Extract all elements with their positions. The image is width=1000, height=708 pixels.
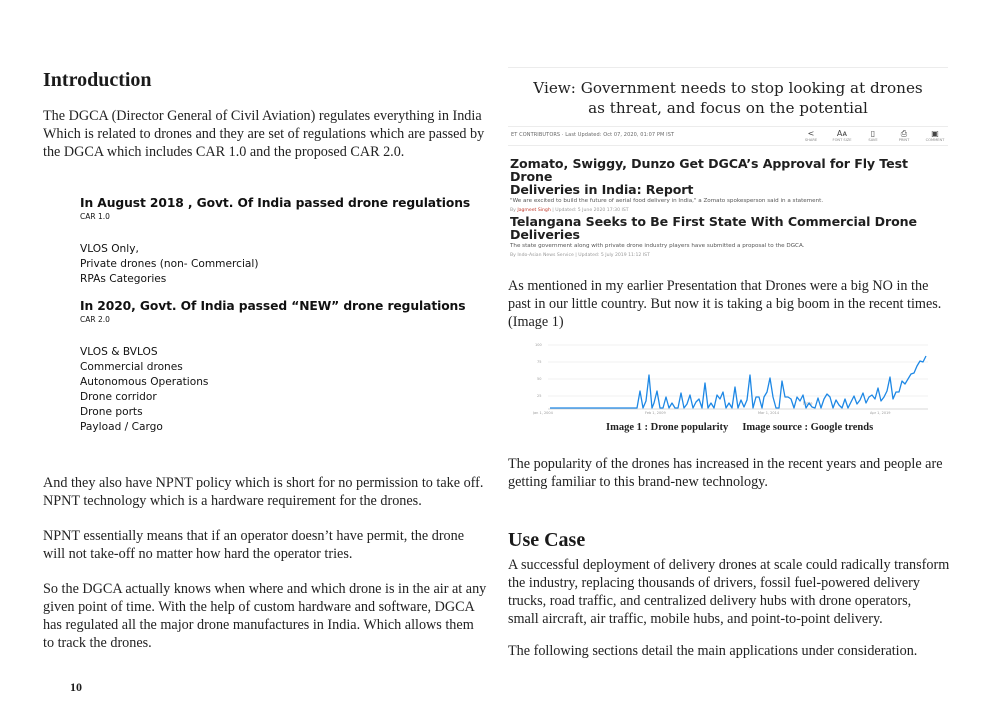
text-line: NPNT technology which is a hardware requirement for the drones. (43, 493, 422, 509)
tool-label: FONT SIZE (832, 138, 852, 142)
article-meta-bar (508, 126, 948, 146)
news-byline (510, 208, 950, 213)
news-title (510, 157, 950, 196)
text-line: So the DGCA actually knows when where and which drone is in the air at any (43, 581, 487, 597)
x-tick: Feb 1, 2009 (645, 411, 666, 415)
trend-line-svg (533, 337, 933, 415)
byline-prefix: By (510, 208, 518, 213)
following-paragraph: The following sections detail the main applications under consideration. (508, 643, 918, 659)
text-line: A successful deployment of delivery drones at scale could radically transform (508, 557, 950, 573)
regulation-item: Autonomous Operations (80, 376, 209, 388)
gridlines (548, 345, 928, 409)
print-icon: ⎙ (900, 129, 908, 138)
text-line: NPNT essentially means that if an operator doesn’t have permit, the drone (43, 528, 465, 544)
byline-date: | Updated: 5 June 2020 17:30 IST (550, 208, 629, 213)
text-line: Which is related to drones and they are set of regulations which are passed by (43, 126, 485, 142)
regulation-item: Payload / Cargo (80, 421, 163, 433)
tool-label: COMMENT (925, 138, 945, 142)
google-trends-chart (533, 337, 933, 415)
y-tick: 50 (537, 377, 542, 381)
news-subtitle: The state government along with private drone industry players have submitted a proposal to the DGCA. (510, 243, 805, 249)
regulation-list (80, 345, 465, 435)
share-button[interactable] (800, 129, 822, 142)
byline-author[interactable]: Jagmeet Singh (517, 208, 551, 213)
npnt-meaning-paragraph (43, 527, 464, 563)
article-tools (800, 129, 946, 142)
npnt-paragraph (43, 474, 483, 510)
news-title: Telangana Seeks to Be First State With Commercial Drone Deliveries (510, 214, 917, 242)
share-icon: < (807, 129, 815, 138)
popularity-paragraph (508, 277, 941, 331)
text-line: And they also have NPNT policy which is short for no permission to take off. (43, 475, 484, 491)
regulation-list (80, 242, 470, 287)
regulation-subtitle: CAR 2.0 (80, 315, 110, 324)
y-tick: 75 (537, 360, 542, 364)
save-button[interactable] (862, 129, 884, 142)
text-line: (Image 1) (508, 314, 564, 330)
regulation-item: Drone corridor (80, 391, 157, 403)
regulation-item: Private drones (non- Commercial) (80, 258, 259, 270)
text-line: has regulated all the major drone manufactures in India. Which allows them (43, 617, 474, 633)
article-screenshot (508, 67, 948, 142)
caption-source: Image source : Google trends (742, 422, 874, 433)
x-tick: Apr 1, 2019 (870, 411, 891, 415)
right-page (508, 0, 950, 708)
tracking-paragraph (43, 580, 486, 652)
use-case-heading: Use Case (508, 529, 586, 551)
text-line: As mentioned in my earlier Presentation that Drones were a big NO in the (508, 278, 929, 294)
image-caption (606, 422, 873, 433)
title-line: Zomato, Swiggy, Dunzo Get DGCA’s Approval for Fly Test Drone (510, 156, 908, 184)
text-line: given point of time. With the help of custom hardware and software, DGCA (43, 599, 475, 615)
text-line: to track the drones. (43, 635, 152, 651)
x-tick: Mar 1, 2014 (758, 411, 780, 415)
article-meta-text: ET CONTRIBUTORS · Last Updated: Oct 07, 2020, 01:07 PM IST (511, 132, 675, 138)
regulation-item: VLOS & BVLOS (80, 346, 158, 358)
y-tick: 100 (535, 343, 542, 347)
regulation-car1 (80, 196, 470, 287)
regulation-title: In 2020, Govt. Of India passed “NEW” drone regulations (80, 299, 466, 313)
increase-paragraph (508, 455, 943, 491)
tool-label: SHARE (804, 138, 818, 142)
left-page (43, 0, 493, 708)
regulation-item: Commercial drones (80, 361, 183, 373)
trend-line (550, 356, 926, 408)
save-icon: ▯ (870, 129, 876, 138)
tool-label: PRINT (898, 138, 910, 142)
intro-paragraph (43, 107, 484, 161)
text-line: past in our little country. But now it is taking a big boom in the recent times. (508, 296, 942, 312)
regulation-title: In August 2018 , Govt. Of India passed drone regulations (80, 196, 471, 210)
print-button[interactable] (893, 129, 915, 142)
use-case-paragraph (508, 556, 949, 628)
news-item-zomato (510, 157, 950, 213)
regulation-car2 (80, 299, 465, 435)
introduction-heading: Introduction (43, 69, 152, 91)
news-byline: By Indo-Asian News Service | Updated: 5 July 2019 11:12 IST (510, 253, 650, 258)
chart-note: Note (803, 401, 813, 406)
text-line: the DGCA which includes CAR 1.0 and the proposed CAR 2.0. (43, 144, 405, 160)
tool-label: SAVE (868, 138, 878, 142)
text-line: small aircraft, air traffic, mobile hubs, and point-to-point delivery. (508, 611, 883, 627)
text-line: the industry, replacing thousands of drivers, fossil fuel-powered delivery (508, 575, 920, 591)
regulation-item: Drone ports (80, 406, 143, 418)
x-tick: Jan 1, 2004 (533, 411, 553, 415)
regulation-subtitle: CAR 1.0 (80, 212, 110, 221)
article-headline (508, 78, 948, 118)
font-size-button[interactable] (831, 129, 853, 142)
text-line: will not take-off no matter how hard the operator tries. (43, 546, 353, 562)
text-line: trucks, road traffic, and centralized delivery hubs with drone operators, (508, 593, 912, 609)
comment-icon: ▣ (931, 129, 939, 138)
y-tick: 25 (537, 394, 542, 398)
text-line: The popularity of the drones has increased in the recent years and people are (508, 456, 943, 472)
news-item-telangana (510, 215, 950, 258)
regulation-item: VLOS Only, (80, 243, 139, 255)
title-line: Deliveries in India: Report (510, 182, 694, 197)
text-line: getting familiar to this brand-new technology. (508, 474, 768, 490)
comment-button[interactable] (924, 129, 946, 142)
caption-title: Image 1 : Drone popularity (606, 422, 729, 433)
font-size-icon: Aᴀ (836, 129, 848, 138)
headline-line: View: Government needs to stop looking at drones (533, 79, 923, 97)
text-line: The DGCA (Director General of Civil Aviation) regulates everything in India (43, 108, 482, 124)
headline-line: as threat, and focus on the potential (588, 99, 868, 117)
regulation-item: RPAs Categories (80, 273, 167, 285)
page-number: 10 (70, 680, 82, 694)
news-subtitle: "We are excited to build the future of aerial food delivery in India," a Zomato spokesperson said in a statement. (510, 198, 824, 204)
